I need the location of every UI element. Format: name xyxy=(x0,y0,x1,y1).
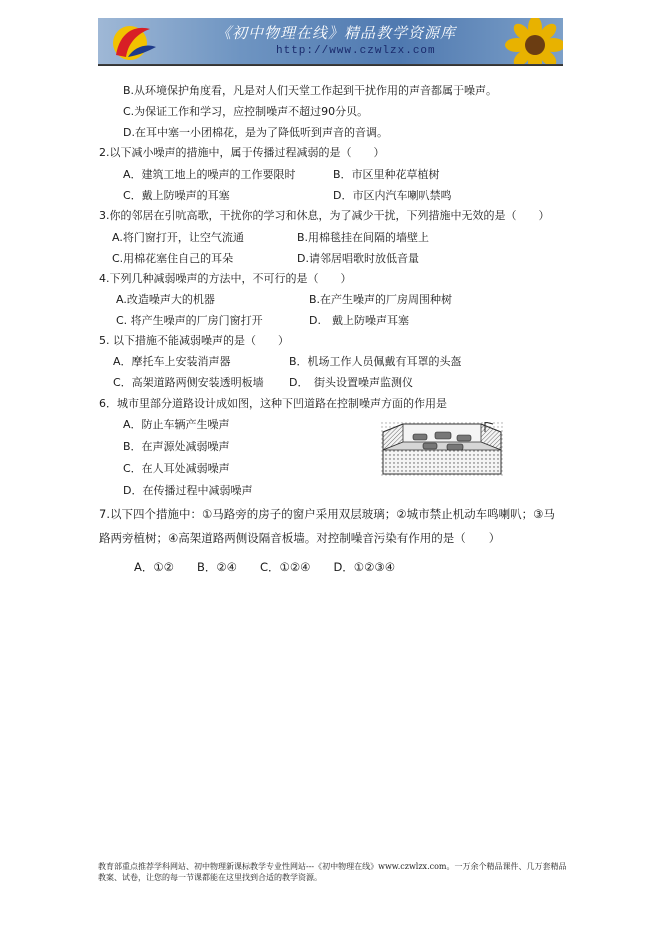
q6-option-a: A．防止车辆产生噪声 xyxy=(123,418,230,431)
page-footer: 教育部重点推荐学科网站、初中物理新课标教学专业性网站---《初中物理在线》www.czwlzx.com。一万余个精品课件、几万套精品教案、试卷，让您的每一节课都能在这里找到合适的教学资源。 xyxy=(98,862,567,882)
sunflower-icon xyxy=(483,18,563,64)
q2-option-a: A．建筑工地上的噪声的工作要限时 xyxy=(123,168,296,181)
q3-option-b: B.用棉毯挂在间隔的墙壁上 xyxy=(297,231,430,244)
q4-option-c: C. 将产生噪声的厂房门窗打开 xyxy=(116,314,263,327)
q6-stem: 6．城市里部分道路设计成如图，这种下凹道路在控制噪声方面的作用是 xyxy=(99,397,447,410)
q4-option-d: D. 戴上防噪声耳塞 xyxy=(309,314,409,327)
q3-option-d: D.请邻居唱歌时放低音量 xyxy=(297,252,419,265)
q6-option-b: B．在声源处减弱噪声 xyxy=(123,440,230,453)
q1-option-c: C.为保证工作和学习，应控制噪声不超过90分贝。 xyxy=(123,105,369,118)
q6-option-d: D．在传播过程中减弱噪声 xyxy=(123,484,253,497)
q5-option-c: C．高架道路两侧安装透明板墙 xyxy=(113,376,264,389)
q4-stem: 4.下列几种减弱噪声的方法中，不可行的是（ ） xyxy=(99,272,352,285)
q5-option-a: A．摩托车上安装消声器 xyxy=(113,355,231,368)
q2-stem: 2.以下减小噪声的措施中，属于传播过程减弱的是（ ） xyxy=(99,146,385,159)
q4-option-b: B.在产生噪声的厂房周围种树 xyxy=(309,293,453,306)
q1-option-b: B.从环境保护角度看，凡是对人们天堂工作起到干扰作用的声音都属于噪声。 xyxy=(123,84,498,97)
banner-url[interactable]: http://www.czwlzx.com xyxy=(276,45,436,57)
q6-option-c: C．在人耳处减弱噪声 xyxy=(123,462,230,475)
header-rule xyxy=(98,65,563,66)
q2-option-c: C．戴上防噪声的耳塞 xyxy=(123,189,230,202)
q2-option-b: B．市区里种花草植树 xyxy=(333,168,440,181)
q5-option-d: D． 街头设置噪声监测仪 xyxy=(289,376,413,389)
q3-stem: 3.你的邻居在引吭高歌，干扰你的学习和休息，为了减少干扰，下列措施中无效的是（ ） xyxy=(99,209,550,222)
banner-title: 《初中物理在线》精品教学资源库 xyxy=(216,24,457,42)
q5-option-b: B．机场工作人员佩戴有耳罩的头盔 xyxy=(289,355,462,368)
sunken-road-illustration xyxy=(381,422,505,478)
header-banner xyxy=(98,18,563,65)
q2-option-d: D．市区内汽车喇叭禁鸣 xyxy=(333,189,452,202)
site-logo-icon xyxy=(106,21,160,61)
q3-option-c: C.用棉花塞住自己的耳朵 xyxy=(112,252,234,265)
q4-option-a: A.改造噪声大的机器 xyxy=(116,293,215,306)
q7-stem-line1: 7.以下四个措施中：①马路旁的房子的窗户采用双层玻璃；②城市禁止机动车鸣喇叭；③马 xyxy=(99,507,555,521)
q7-stem-line2: 路两旁植树；④高架道路两侧设隔音板墙。对控制噪音污染有作用的是（ ） xyxy=(99,531,501,545)
q3-option-a: A.将门窗打开，让空气流通 xyxy=(112,231,244,244)
q5-stem: 5. 以下措施不能减弱噪声的是（ ） xyxy=(99,334,289,347)
q7-answer-options: A．①② B．②④ C．①②④ D．①②③④ xyxy=(134,560,396,574)
q1-option-d: D.在耳中塞一小团棉花，是为了降低听到声音的音调。 xyxy=(123,126,388,139)
